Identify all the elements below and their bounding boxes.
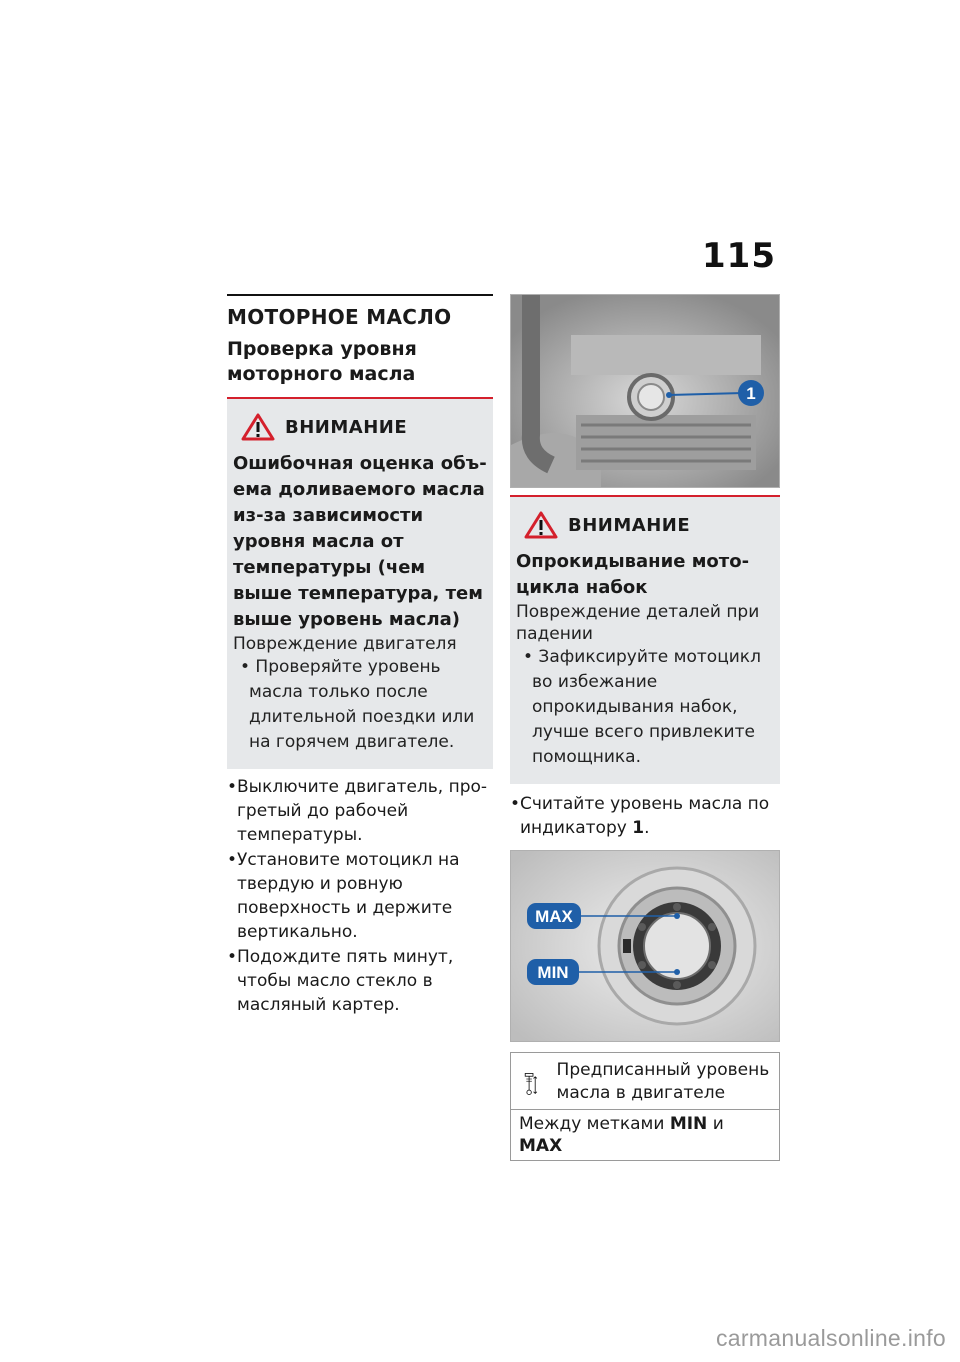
- step-text: Считайте уровень масла по индикатору: [520, 794, 770, 838]
- watermark: carmanualsonline.info: [715, 1325, 946, 1351]
- callout-number: 1: [746, 384, 756, 403]
- step-item: • Установите мотоцикл на твердую и ровную поверхность и держите вертикально.: [227, 848, 493, 944]
- warning-title: Ошибочная оценка объема доливаемого масла из-за зависимости уровня масла от температуры (чем выше температура, тем выше уровень масла): [233, 453, 487, 630]
- procedure-steps: [510, 792, 780, 840]
- max-mark-label: MAX: [535, 907, 573, 926]
- step-item: • Выключите двигатель, прогретый до рабочей температуры.: [227, 775, 493, 847]
- subsection-title: Проверка уровня моторного масла: [227, 338, 417, 385]
- section-rule: [227, 294, 493, 296]
- spec-box: [510, 1052, 780, 1161]
- left-column: [227, 294, 493, 1018]
- step-end: .: [644, 818, 650, 838]
- page-number: 115: [702, 236, 776, 276]
- warning-triangle-icon: [524, 511, 558, 539]
- step-item: [510, 792, 780, 840]
- warning-triangle-icon: [241, 413, 275, 441]
- spec-and: и: [707, 1114, 724, 1134]
- spec-header: [511, 1053, 779, 1109]
- sight-glass-illustration: [511, 851, 779, 1041]
- right-column: [510, 294, 780, 1161]
- spec-min: MIN: [669, 1114, 708, 1134]
- oil-sight-glass-photo: [510, 850, 780, 1042]
- warning-label: ВНИМАНИЕ: [568, 514, 691, 536]
- warning-instruction: • Проверяйте уровень масла только после длительной поездки или на горячем двигателе.: [240, 657, 475, 752]
- warning-consequence: Повреждение деталей при падении: [516, 602, 760, 644]
- spec-value-prefix: Между метками: [519, 1114, 670, 1134]
- oil-level-icon: [523, 1063, 539, 1105]
- warning-header: [524, 511, 774, 539]
- warning-box-tipping: [510, 497, 780, 784]
- engine-photo: [510, 294, 780, 488]
- spec-value: [511, 1109, 779, 1160]
- spec-max: MAX: [519, 1136, 563, 1156]
- engine-illustration: [511, 295, 779, 487]
- warning-label: ВНИМАНИЕ: [285, 416, 408, 438]
- procedure-steps: [227, 775, 493, 1017]
- min-mark-label: MIN: [537, 963, 569, 982]
- spec-title: Предписанный уровень масла в двигателе: [556, 1060, 770, 1103]
- warning-title: Опрокидывание мотоцикла набок: [516, 551, 750, 598]
- warning-instruction: • Зафиксируйте мотоцикл во избежание опрокидывания набок, лучше всего привлеките помощника.: [523, 647, 761, 767]
- warning-box-temperature: [227, 397, 493, 769]
- warning-consequence: Повреждение двигателя: [233, 634, 457, 654]
- step-ref: 1: [632, 818, 645, 838]
- warning-header: [241, 413, 487, 441]
- step-item: • Подождите пять минут, чтобы масло стекло в масляный картер.: [227, 945, 493, 1017]
- section-title: МОТОРНОЕ МАСЛО: [227, 305, 452, 329]
